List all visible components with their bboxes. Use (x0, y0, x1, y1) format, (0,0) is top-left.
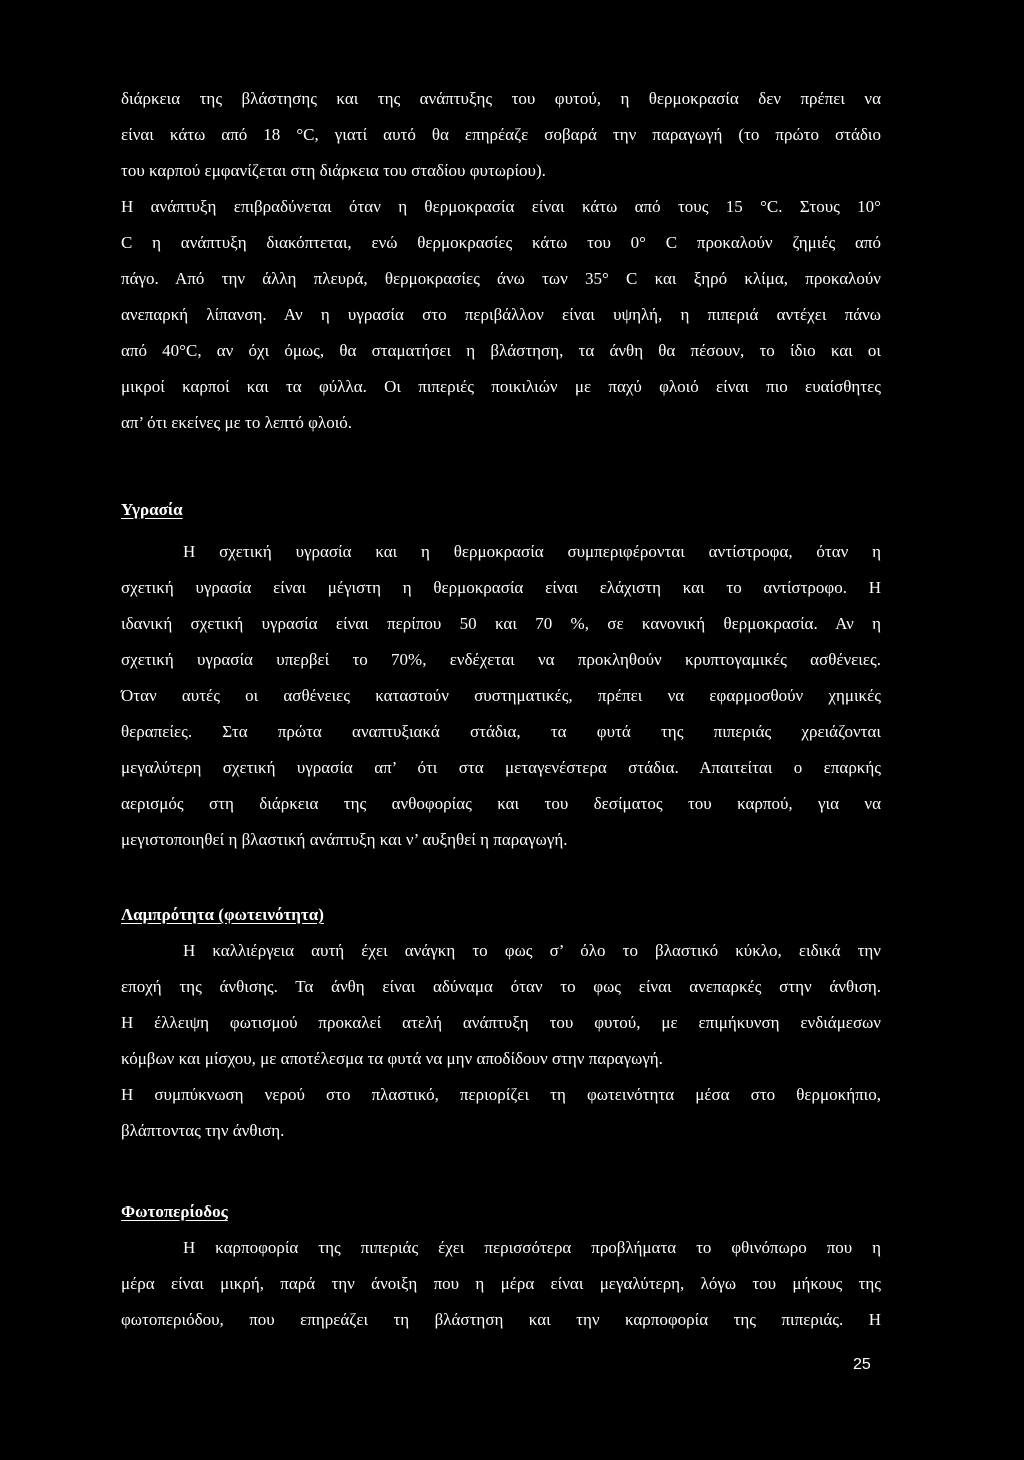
text-line: C η ανάπτυξη διακόπτεται, ενώ θερμοκρασίες κάτω του 0° C προκαλούν ζημιές από (121, 233, 881, 252)
text-line: Όταν αυτές οι ασθένειες καταστούν συστηματικές, πρέπει να εφαρμοσθούν χημικές (121, 686, 881, 705)
section-heading-photoperiod: Φωτοπερίοδος (121, 1202, 228, 1221)
section-heading-light: Λαμπρότητα (φωτεινότητα) (121, 905, 324, 924)
text-line: κόμβων και μίσχου, με αποτέλεσμα τα φυτά να μην αποδίδουν στην παραγωγή. (121, 1049, 663, 1068)
text-line: Η έλλειψη φωτισμού προκαλεί ατελή ανάπτυξη του φυτού, με επιμήκυνση ενδιάμεσων (121, 1013, 881, 1032)
text-line: Η συμπύκνωση νερού στο πλαστικό, περιορίζει τη φωτεινότητα μέσα στο θερμοκήπιο, (121, 1085, 881, 1104)
photoperiod-paragraph (121, 1230, 881, 1338)
text-line: μικροί καρποί και τα φύλλα. Οι πιπεριές ποικιλιών με παχύ φλοιό είναι πιο ευαίσθητες (121, 377, 881, 396)
light-paragraph (121, 933, 881, 1149)
text-line: θεραπείες. Στα πρώτα αναπτυξιακά στάδια, τα φυτά της πιπεριάς χρειάζονται (121, 722, 881, 741)
text-line: σχετική υγρασία υπερβεί το 70%, ενδέχεται να προκληθούν κρυπτογαμικές ασθένειες. (121, 650, 881, 669)
text-line: αερισμός στη διάρκεια της ανθοφορίας και του δεσίματος του καρπού, για να (121, 794, 881, 813)
text-line: εποχή της άνθισης. Τα άνθη είναι αδύναμα όταν το φως είναι ανεπαρκές στην άνθιση. (121, 977, 881, 996)
text-line: είναι κάτω από 18 °C, γιατί αυτό θα επηρέαζε σοβαρά την παραγωγή (το πρώτο στάδιο (121, 125, 881, 144)
text-line: σχετική υγρασία είναι μέγιστη η θερμοκρασία είναι ελάχιστη και το αντίστροφο. Η (121, 578, 881, 597)
text-line: από 40°C, αν όχι όμως, θα σταματήσει η βλάστηση, τα άνθη θα πέσουν, το ίδιο και οι (121, 341, 881, 360)
photoperiod-section (121, 1194, 881, 1338)
light-section (121, 897, 881, 1149)
text-line: του καρπού εμφανίζεται στη διάρκεια του σταδίου φυτωρίου). (121, 161, 546, 180)
text-line: μεγαλύτερη σχετική υγρασία απ’ ότι στα μεταγενέστερα στάδια. Απαιτείται ο επαρκής (121, 758, 881, 777)
text-line: Η καρποφορία της πιπεριάς έχει περισσότερα προβλήματα το φθινόπωρο που η (183, 1238, 881, 1257)
text-line: βλάπτοντας την άνθιση. (121, 1121, 285, 1140)
text-line: μεγιστοποιηθεί η βλαστική ανάπτυξη και ν’ αυξηθεί η παραγωγή. (121, 830, 568, 849)
text-line: πάγο. Από την άλλη πλευρά, θερμοκρασίες άνω των 35° C και ξηρό κλίμα, προκαλούν (121, 269, 881, 288)
text-line: ανεπαρκή λίπανση. Αν η υγρασία στο περιβάλλον είναι υψηλή, η πιπεριά αντέχει πάνω (121, 305, 881, 324)
text-line: ιδανική σχετική υγρασία είναι περίπου 50 και 70 %, σε κανονική θερμοκρασία. Αν η (121, 614, 881, 633)
intro-section (121, 81, 881, 441)
page-number: 25 (853, 1356, 871, 1373)
text-line: απ’ ότι εκείνες με το λεπτό φλοιό. (121, 413, 353, 432)
text-line: φωτοπεριόδου, που επηρεάζει τη βλάστηση και την καρποφορία της πιπεριάς. Η (121, 1310, 881, 1329)
text-line: μέρα είναι μικρή, παρά την άνοιξη που η μέρα είναι μεγαλύτερη, λόγω του μήκους της (121, 1274, 881, 1293)
humidity-paragraph (121, 534, 881, 858)
intro-paragraph (121, 81, 881, 441)
text-line: Η καλλιέργεια αυτή έχει ανάγκη το φως σ’ όλο το βλαστικό κύκλο, ειδικά την (183, 941, 881, 960)
section-heading-humidity: Υγρασία (121, 500, 183, 519)
text-line: Η ανάπτυξη επιβραδύνεται όταν η θερμοκρασία είναι κάτω από τους 15 °C. Στους 10° (121, 197, 881, 216)
text-line: διάρκεια της βλάστησης και της ανάπτυξης του φυτού, η θερμοκρασία δεν πρέπει να (121, 89, 881, 108)
text-line: Η σχετική υγρασία και η θερμοκρασία συμπεριφέρονται αντίστροφα, όταν η (183, 542, 881, 561)
humidity-section (121, 492, 881, 858)
